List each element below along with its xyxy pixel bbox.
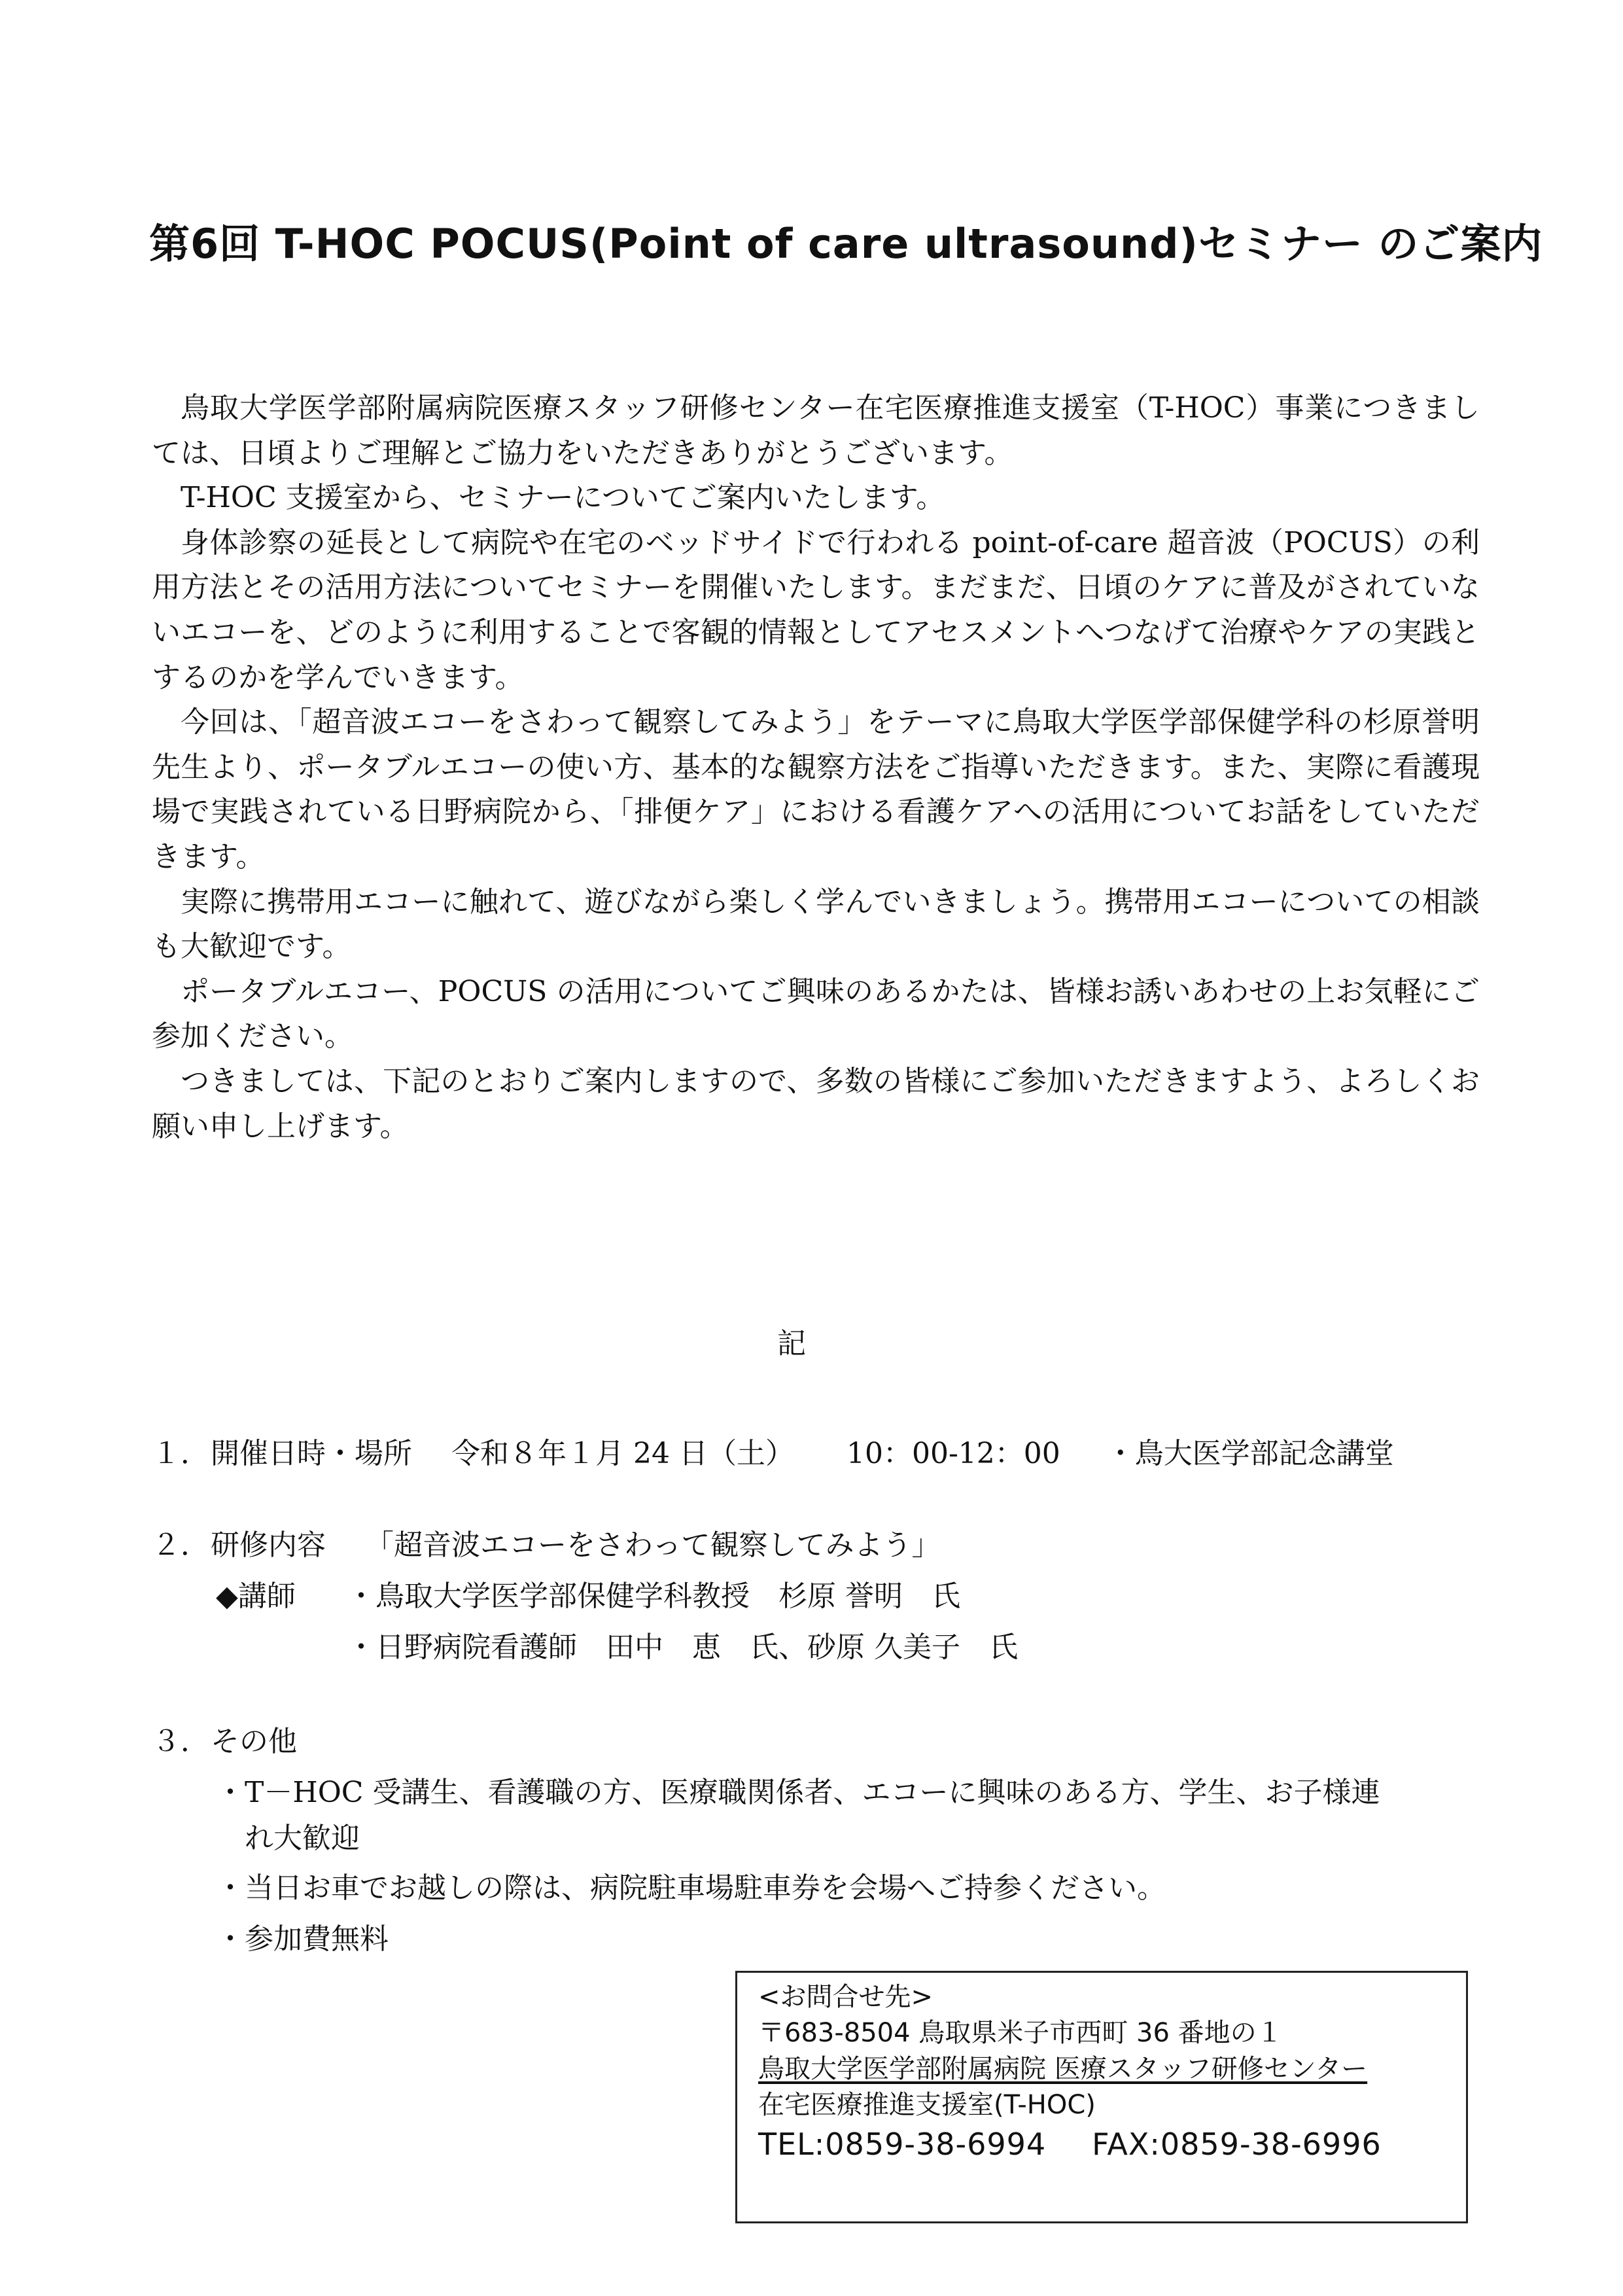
contact-phone-fax [758, 2123, 1466, 2165]
item-3-other [152, 1720, 297, 1764]
intro-paragraph: 今回は、「超音波エコーをさわって観察してみよう」をテーマに鳥取大学医学部保健学科の杉原誉明先生より、ポータブルエコーの使い方、基本的な観察方法をご指導いただきます。また、実際に看護現場で実践されている日野病院から、「排便ケア」における看護ケアへの活用についてお話をしていただきます。 [152, 705, 1480, 874]
note-fee: ・参加費無料 [216, 1922, 389, 1956]
lecturer-line-1 [216, 1574, 960, 1619]
item-2-number: ２． [152, 1528, 209, 1562]
note-parking: ・当日お車でお越しの際は、病院駐車場駐車券を会場へご持参ください。 [216, 1871, 1166, 1905]
event-date: 令和８年１月 24 日（土） [451, 1437, 794, 1470]
item-1-number: １． [152, 1437, 209, 1470]
contact-department: 在宅医療推進支援室(T-HOC) [758, 2090, 1096, 2120]
item-1-label: 開催日時・場所 [211, 1437, 412, 1470]
ki-heading: 記 [777, 1327, 806, 1360]
page-title: 第6回 T-HOC POCUS(Point of care ultrasound)セミナー のご案内 [149, 220, 1543, 268]
lecturer-label: ◆講師 [216, 1580, 296, 1613]
intro-paragraph: つきましては、下記のとおりご案内しますので、多数の皆様にご参加いただきますよう、よろしくお願い申し上げます。 [152, 1064, 1480, 1143]
item-2-content [152, 1523, 941, 1568]
event-place: ・鳥大医学部記念講堂 [1106, 1437, 1394, 1470]
note-participants-cont: れ大歓迎 [245, 1822, 360, 1855]
contact-address: 〒683-8504 鳥取県米子市西町 36 番地の１ [758, 2018, 1283, 2048]
item-2-label: 研修内容 [211, 1528, 326, 1562]
note-participants: ・T－HOC 受講生、看護職の方、医療職関係者、エコーに興味のある方、学生、お子様連 [216, 1776, 1380, 1809]
event-time: 10：00-12：00 [846, 1437, 1060, 1470]
intro-paragraph: 身体診察の延長として病院や在宅のベッドサイドで行われる point-of-care 超音波（POCUS）の利用方法とその活用方法についてセミナーを開催いたします。まだまだ、日頃のケアに普及がされていないエコーを、どのように利用することで客観的情報としてアセスメントへつなげて治療やケアの実践とするのかを学んでいきます。 [152, 525, 1480, 694]
item-1-datetime-place [152, 1432, 1394, 1476]
contact-heading: <お問合せ先> [758, 1982, 934, 2012]
intro-paragraph: T-HOC 支援室から、セミナーについてご案内いたします。 [181, 481, 945, 515]
item-3-number: ３． [152, 1725, 209, 1758]
contact-organization: 鳥取大学医学部附属病院 医療スタッフ研修センター [758, 2054, 1368, 2084]
intro-paragraph: 実際に携帯用エコーに触れて、遊びながら楽しく学んでいきましょう。携帯用エコーについての相談も大歓迎です。 [152, 885, 1480, 964]
contact-box [735, 1971, 1468, 2223]
item-3-label: その他 [211, 1725, 297, 1758]
intro-paragraph: ポータブルエコー、POCUS の活用についてご興味のあるかたは、皆様お誘いあわせの上お気軽にご参加ください。 [152, 974, 1480, 1053]
seminar-theme: 「超音波エコーをさわって観察してみよう」 [365, 1528, 941, 1562]
intro-body [152, 386, 1480, 1149]
lecturer-1: ・鳥取大学医学部保健学科教授 杉原 誉明 氏 [347, 1580, 960, 1613]
contact-fax: FAX:0859-38-6996 [1092, 2127, 1382, 2162]
lecturer-2: ・日野病院看護師 田中 恵 氏、砂原 久美子 氏 [347, 1631, 1018, 1664]
intro-paragraph: 鳥取大学医学部附属病院医療スタッフ研修センター在宅医療推進支援室（T-HOC）事業につきましては、日頃よりご理解とご協力をいただきありがとうございます。 [152, 391, 1480, 470]
contact-tel: TEL:0859-38-6994 [758, 2127, 1047, 2162]
